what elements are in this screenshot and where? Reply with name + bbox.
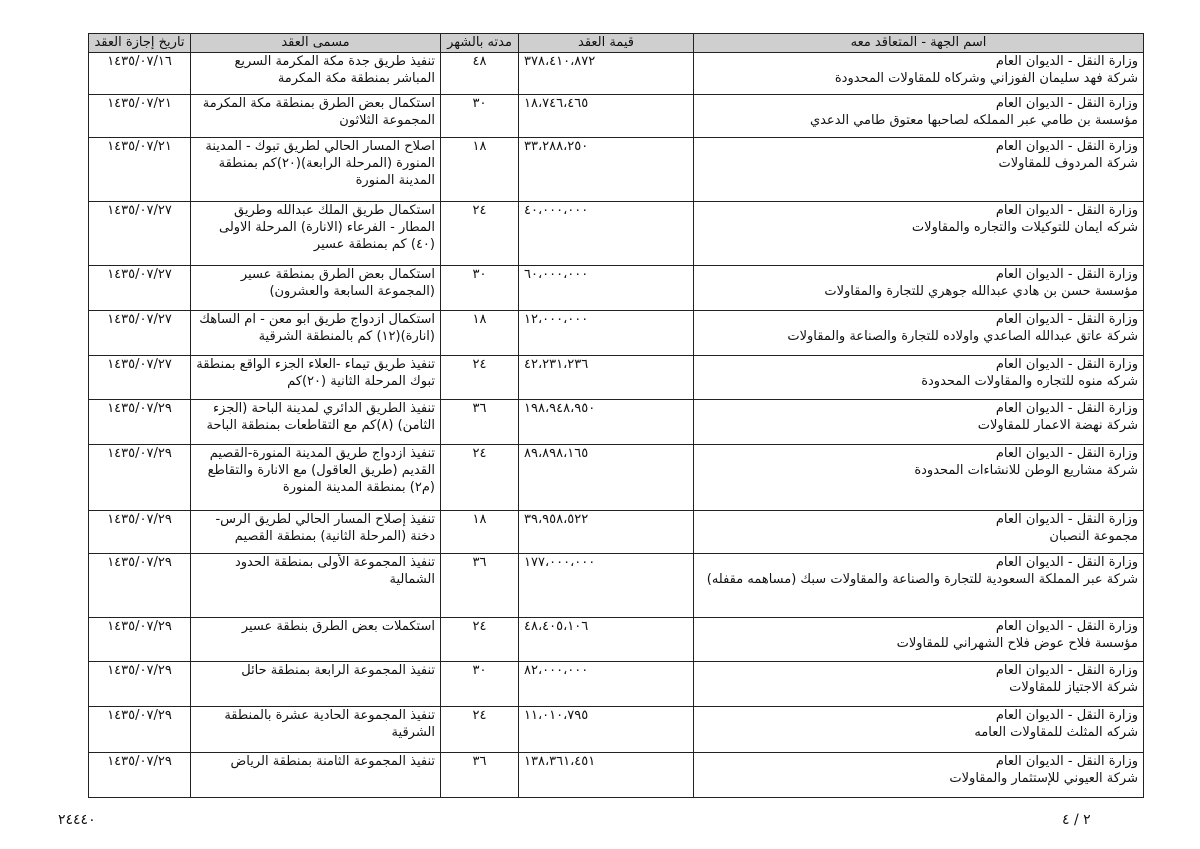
table-row <box>89 618 1144 662</box>
table-row <box>89 266 1144 311</box>
contract-duration: ١٨ <box>441 511 519 554</box>
party-cell <box>694 356 1144 400</box>
page-number: ٢ / ٤ <box>1062 812 1091 828</box>
party-cell <box>694 707 1144 753</box>
contract-title: تنفيذ ازدواج طريق المدينة المنورة-القصيم القديم (طريق العاقول) مع الانارة والتقاطع (م٢) بمنطقة المدينة المنورة <box>191 445 441 511</box>
contract-title: استكمال بعض الطرق بمنطقة عسير (المجموعة السابعة والعشرون) <box>191 266 441 311</box>
contractor-name: شركة عبر المملكة السعودية للتجارة والصناعة والمقاولات سبك (مساهمه مقفله) <box>706 572 1138 587</box>
table-row <box>89 662 1144 707</box>
contract-duration: ٣٠ <box>441 95 519 138</box>
contract-value: ٦٠،٠٠٠،٠٠٠ <box>519 266 694 311</box>
header-duration: مدته بالشهر <box>441 34 519 53</box>
contract-title: تنفيذ المجموعة الثامنة بمنطقة الرياض <box>191 753 441 798</box>
contract-title: تنفيذ المجموعة الأولى بمنطقة الحدود الشمالية <box>191 554 441 618</box>
ministry-name: وزارة النقل - الديوان العام <box>995 267 1138 282</box>
contract-title: تنفيذ طريق جدة مكة المكرمة السريع المباشر بمنطقة مكة المكرمة <box>191 53 441 95</box>
approval-date: ١٤٣٥/٠٧/٢٩ <box>89 554 191 618</box>
contractor-name: شركة عاتق عبدالله الصاعدي واولاده للتجارة والصناعة والمقاولات <box>787 329 1138 344</box>
approval-date: ١٤٣٥/٠٧/٢٩ <box>89 400 191 445</box>
ministry-name: وزارة النقل - الديوان العام <box>995 54 1138 69</box>
contractor-name: مؤسسة بن طامي عبر المملكه لصاحبها معتوق طامي الدعدي <box>809 113 1138 128</box>
contractor-name: شركة المردوف للمقاولات <box>998 156 1138 171</box>
contract-value: ٤٠،٠٠٠،٠٠٠ <box>519 202 694 266</box>
approval-date: ١٤٣٥/٠٧/٢١ <box>89 95 191 138</box>
contract-value: ١٢،٠٠٠،٠٠٠ <box>519 311 694 356</box>
contract-value: ٣٩،٩٥٨،٥٢٢ <box>519 511 694 554</box>
ministry-name: وزارة النقل - الديوان العام <box>995 139 1138 154</box>
approval-date: ١٤٣٥/٠٧/٢٧ <box>89 311 191 356</box>
contract-title: استكمال طريق الملك عبدالله وطريق المطار - الفرعاء (الانارة) المرحلة الاولى (٤٠) كم بمنطقة عسير <box>191 202 441 266</box>
contract-duration: ٢٤ <box>441 707 519 753</box>
party-cell <box>694 445 1144 511</box>
approval-date: ١٤٣٥/٠٧/٢٧ <box>89 356 191 400</box>
contract-title: تنفيذ المجموعة الحادية عشرة بالمنطقة الشرقية <box>191 707 441 753</box>
contract-duration: ٢٤ <box>441 356 519 400</box>
contractor-name: شركه ايمان للتوكيلات والتجاره والمقاولات <box>911 220 1138 235</box>
table-row <box>89 753 1144 798</box>
ministry-name: وزارة النقل - الديوان العام <box>995 96 1138 111</box>
party-cell <box>694 202 1144 266</box>
ministry-name: وزارة النقل - الديوان العام <box>995 401 1138 416</box>
approval-date: ١٤٣٥/٠٧/٢٩ <box>89 662 191 707</box>
contract-value: ٤٨،٤٠٥،١٠٦ <box>519 618 694 662</box>
table-row <box>89 554 1144 618</box>
contract-title: تنفيذ طريق تيماء -العلاء الجزء الواقع بمنطقة تبوك المرحلة الثانية (٢٠)كم <box>191 356 441 400</box>
contract-duration: ٣٦ <box>441 554 519 618</box>
table-row <box>89 53 1144 95</box>
contract-title: تنفيذ المجموعة الرابعة بمنطقة حائل <box>191 662 441 707</box>
party-cell <box>694 311 1144 356</box>
contract-value: ٣٣،٢٨٨،٢٥٠ <box>519 138 694 202</box>
party-cell <box>694 266 1144 311</box>
table-row <box>89 202 1144 266</box>
ministry-name: وزارة النقل - الديوان العام <box>995 555 1138 570</box>
ministry-name: وزارة النقل - الديوان العام <box>995 663 1138 678</box>
contract-title: استكمال ازدواج طريق ابو معن - ام الساهك (انارة)(١٢) كم بالمنطقة الشرقية <box>191 311 441 356</box>
contract-duration: ٢٤ <box>441 445 519 511</box>
contract-duration: ٣٠ <box>441 662 519 707</box>
contractor-name: شركة العيوني للإستثمار والمقاولات <box>949 771 1138 786</box>
approval-date: ١٤٣٥/٠٧/٢٧ <box>89 266 191 311</box>
party-cell <box>694 511 1144 554</box>
approval-date: ١٤٣٥/٠٧/١٦ <box>89 53 191 95</box>
contractor-name: شركة مشاريع الوطن للانشاءات المحدودة <box>914 463 1138 478</box>
approval-date: ١٤٣٥/٠٧/٢٩ <box>89 707 191 753</box>
contract-value: ١١،٠١٠،٧٩٥ <box>519 707 694 753</box>
table-body <box>89 53 1144 798</box>
ministry-name: وزارة النقل - الديوان العام <box>995 619 1138 634</box>
header-value: قيمة العقد <box>519 34 694 53</box>
table-row <box>89 445 1144 511</box>
contractor-name: مؤسسة فلاح عوض فلاح الشهراني للمقاولات <box>896 636 1138 651</box>
ministry-name: وزارة النقل - الديوان العام <box>995 312 1138 327</box>
table-header-row <box>89 34 1144 53</box>
contract-duration: ٣٠ <box>441 266 519 311</box>
contract-value: ٣٧٨،٤١٠،٨٧٢ <box>519 53 694 95</box>
approval-date: ١٤٣٥/٠٧/٢٩ <box>89 753 191 798</box>
contract-value: ٨٢،٠٠٠،٠٠٠ <box>519 662 694 707</box>
table-row <box>89 511 1144 554</box>
ministry-name: وزارة النقل - الديوان العام <box>995 446 1138 461</box>
approval-date: ١٤٣٥/٠٧/٢٩ <box>89 511 191 554</box>
contract-duration: ١٨ <box>441 138 519 202</box>
header-party: اسم الجهة - المتعاقد معه <box>694 34 1144 53</box>
contract-value: ١٧٧،٠٠٠،٠٠٠ <box>519 554 694 618</box>
party-cell <box>694 400 1144 445</box>
contract-value: ١٣٨،٣٦١،٤٥١ <box>519 753 694 798</box>
contractor-name: شركه المثلث للمقاولات العامه <box>974 725 1138 740</box>
approval-date: ١٤٣٥/٠٧/٢٩ <box>89 445 191 511</box>
ministry-name: وزارة النقل - الديوان العام <box>995 203 1138 218</box>
contract-title: اصلاح المسار الحالي لطريق تبوك - المدينة المنورة (المرحلة الرابعة)(٢٠)كم بمنطقة المدينة المنورة <box>191 138 441 202</box>
contract-title: استكملات بعض الطرق بنطقة عسير <box>191 618 441 662</box>
contract-duration: ٤٨ <box>441 53 519 95</box>
contract-title: تنفيذ الطريق الدائري لمدينة الباحة (الجزء الثامن) (٨)كم مع التقاطعات بمنطقة الباحة <box>191 400 441 445</box>
approval-date: ١٤٣٥/٠٧/٢٩ <box>89 618 191 662</box>
contract-value: ٨٩،٨٩٨،١٦٥ <box>519 445 694 511</box>
table-row <box>89 400 1144 445</box>
contract-duration: ٣٦ <box>441 400 519 445</box>
contractor-name: شركة فهد سليمان الفوزاني وشركاه للمقاولات المحدودة <box>834 71 1138 86</box>
contract-title: تنفيذ إصلاح المسار الحالي لطريق الرس-دخنة (المرحلة الثانية) بمنطقة القصيم <box>191 511 441 554</box>
ministry-name: وزارة النقل - الديوان العام <box>995 754 1138 769</box>
contractor-name: مؤسسة حسن بن هادي عبدالله جوهري للتجارة والمقاولات <box>824 284 1138 299</box>
contract-duration: ٢٤ <box>441 618 519 662</box>
contract-value: ٤٢،٢٣١،٢٣٦ <box>519 356 694 400</box>
ministry-name: وزارة النقل - الديوان العام <box>995 708 1138 723</box>
party-cell <box>694 53 1144 95</box>
table-row <box>89 311 1144 356</box>
contract-duration: ٢٤ <box>441 202 519 266</box>
contractor-name: شركة الاجتياز للمقاولات <box>1009 680 1138 695</box>
ministry-name: وزارة النقل - الديوان العام <box>995 512 1138 527</box>
contract-value: ١٩٨،٩٤٨،٩٥٠ <box>519 400 694 445</box>
contractor-name: شركه منوه للتجاره والمقاولات المحدودة <box>921 374 1138 389</box>
approval-date: ١٤٣٥/٠٧/٢٧ <box>89 202 191 266</box>
approval-date: ١٤٣٥/٠٧/٢١ <box>89 138 191 202</box>
ministry-name: وزارة النقل - الديوان العام <box>995 357 1138 372</box>
table-row <box>89 707 1144 753</box>
contract-title: استكمال بعض الطرق بمنطقة مكة المكرمة المجموعة الثلاثون <box>191 95 441 138</box>
party-cell <box>694 95 1144 138</box>
contract-duration: ١٨ <box>441 311 519 356</box>
contract-value: ١٨،٧٤٦،٤٦٥ <box>519 95 694 138</box>
party-cell <box>694 662 1144 707</box>
party-cell <box>694 753 1144 798</box>
contractor-name: شركة نهضة الاعمار للمقاولات <box>977 418 1138 433</box>
table-row <box>89 95 1144 138</box>
contractor-name: مجموعة النصبان <box>1049 529 1138 544</box>
contracts-table <box>88 33 1144 798</box>
document-number: ٢٤٤٤٠ <box>58 812 96 828</box>
table-row <box>89 356 1144 400</box>
header-title: مسمى العقد <box>191 34 441 53</box>
party-cell <box>694 618 1144 662</box>
table-row <box>89 138 1144 202</box>
party-cell <box>694 138 1144 202</box>
header-date: تاريخ إجازة العقد <box>89 34 191 53</box>
contract-duration: ٣٦ <box>441 753 519 798</box>
party-cell <box>694 554 1144 618</box>
